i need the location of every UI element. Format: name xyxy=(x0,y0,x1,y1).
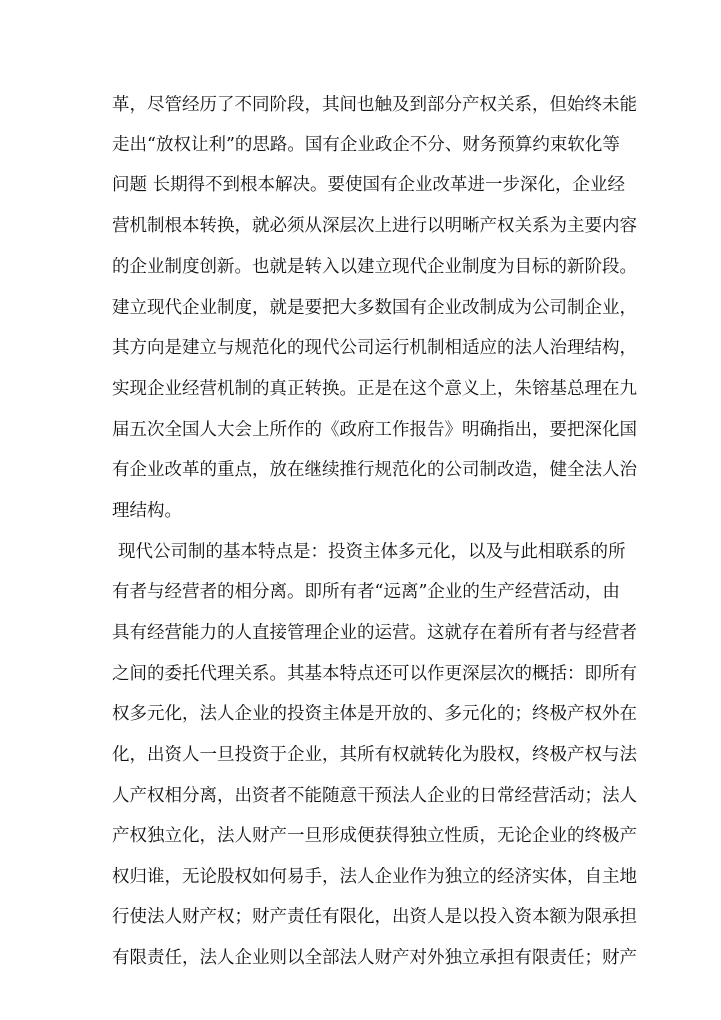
text-line: 有企业改革的重点，放在继续推行规范化的公司制改造，健全法人治 xyxy=(112,460,637,480)
text-line: 之间的委托代理关系。其基本特点还可以作更深层次的概括：即所有 xyxy=(112,664,637,684)
text-line: 权归谁，无论股权如何易手，法人企业作为独立的经济实体，自主地 xyxy=(112,867,637,887)
text-line: 革，尽管经历了不同阶段，其间也触及到部分产权关系，但始终未能 xyxy=(112,95,637,115)
text-line: 人产权相分离，出资者不能随意干预法人企业的日常经营活动；法人 xyxy=(112,786,637,806)
text-line: 权多元化，法人企业的投资主体是开放的、多元化的；终极产权外在 xyxy=(112,704,637,724)
text-line: 建立现代企业制度，就是要把大多数国有企业改制成为公司制企业， xyxy=(112,298,637,318)
text-line: 化，出资人一旦投资于企业，其所有权就转化为股权，终极产权与法 xyxy=(112,745,637,765)
text-line: 具有经营能力的人直接管理企业的运营。这就存在着所有者与经营者 xyxy=(112,623,637,643)
text-line: 有者与经营者的相分离。即所有者“远离”企业的生产经营活动，由 xyxy=(112,582,620,602)
text-line: 行使法人财产权；财产责任有限化，出资人是以投入资本额为限承担 xyxy=(112,907,637,927)
text-line: 届五次全国人大会上所作的《政府工作报告》明确指出，要把深化国 xyxy=(112,420,637,440)
text-line: 现代公司制的基本特点是：投资主体多元化，以及与此相联系的所 xyxy=(118,542,626,562)
text-line: 营机制根本转换，就必须从深层次上进行以明晰产权关系为主要内容 xyxy=(112,216,637,236)
text-line: 有限责任，法人企业则以全部法人财产对外独立承担有限责任；财产 xyxy=(112,948,637,968)
text-line: 走出“放权让利”的思路。国有企业政企不分、财务预算约束软化等 xyxy=(112,135,620,155)
text-line: 问题 长期得不到根本解决。要使国有企业改革进一步深化，企业经 xyxy=(112,175,626,195)
text-line: 理结构。 xyxy=(112,501,182,521)
text-line: 的企业制度创新。也就是转入以建立现代企业制度为目标的新阶段。 xyxy=(112,257,637,277)
text-line: 其方向是建立与规范化的现代公司运行机制相适应的法人治理结构， xyxy=(112,338,637,358)
text-line: 产权独立化，法人财产一旦形成便获得独立性质，无论企业的终极产 xyxy=(112,826,637,846)
text-line: 实现企业经营机制的真正转换。正是在这个意义上，朱镕基总理在九 xyxy=(112,379,637,399)
